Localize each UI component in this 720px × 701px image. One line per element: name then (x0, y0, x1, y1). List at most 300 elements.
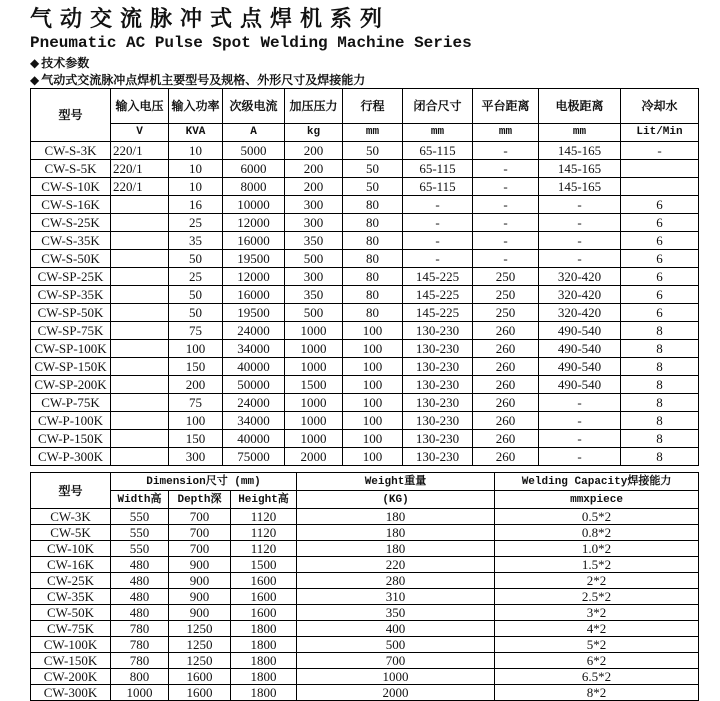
header-weight: Weight重量 (297, 473, 495, 491)
value-cell: 1800 (231, 669, 297, 685)
value-cell (111, 196, 169, 214)
value-cell: 50000 (223, 376, 285, 394)
value-cell: 145-165 (539, 178, 621, 196)
value-cell: 6 (621, 214, 699, 232)
table-row (31, 268, 699, 286)
table-row (31, 250, 699, 268)
table-row (31, 214, 699, 232)
weight-unit: (KG) (297, 491, 495, 509)
value-cell: 260 (473, 322, 539, 340)
value-cell: 490-540 (539, 340, 621, 358)
value-cell: - (403, 196, 473, 214)
value-cell: 10000 (223, 196, 285, 214)
value-cell: 75000 (223, 448, 285, 466)
table-row (31, 412, 699, 430)
header-closed-size: 闭合尺寸 (403, 89, 473, 124)
value-cell: 400 (297, 621, 495, 637)
value-cell: 1.5*2 (495, 557, 699, 573)
table-row (31, 394, 699, 412)
value-cell: 180 (297, 541, 495, 557)
header-platform-distance: 平台距离 (473, 89, 539, 124)
value-cell: 130-230 (403, 376, 473, 394)
table-row (31, 448, 699, 466)
unit-cell: A (223, 124, 285, 142)
value-cell: 130-230 (403, 322, 473, 340)
value-cell: 320-420 (539, 286, 621, 304)
value-cell: 1600 (169, 669, 231, 685)
value-cell: 350 (285, 232, 343, 250)
value-cell: 24000 (223, 394, 285, 412)
value-cell: 300 (285, 268, 343, 286)
table-row (31, 322, 699, 340)
value-cell: 12000 (223, 268, 285, 286)
value-cell: 16000 (223, 232, 285, 250)
value-cell: 480 (111, 589, 169, 605)
value-cell: 80 (343, 214, 403, 232)
value-cell: 10 (169, 160, 223, 178)
value-cell: 19500 (223, 250, 285, 268)
table-row (31, 525, 699, 541)
table-row (31, 178, 699, 196)
value-cell: 5*2 (495, 637, 699, 653)
value-cell: 80 (343, 304, 403, 322)
value-cell: 200 (285, 160, 343, 178)
value-cell: 6 (621, 250, 699, 268)
value-cell: 8 (621, 412, 699, 430)
value-cell: 1000 (285, 430, 343, 448)
unit-cell: mm (403, 124, 473, 142)
value-cell: 1800 (231, 621, 297, 637)
value-cell: 130-230 (403, 412, 473, 430)
model-cell: CW-SP-200K (31, 376, 111, 394)
value-cell: - (473, 232, 539, 250)
value-cell: 80 (343, 232, 403, 250)
value-cell: 8000 (223, 178, 285, 196)
value-cell: 900 (169, 557, 231, 573)
value-cell: 6000 (223, 160, 285, 178)
section-tech-params (30, 54, 89, 71)
value-cell: - (403, 232, 473, 250)
value-cell: 1600 (231, 605, 297, 621)
value-cell: 75 (169, 394, 223, 412)
value-cell: 40000 (223, 430, 285, 448)
value-cell: 1000 (111, 685, 169, 701)
value-cell: 1600 (231, 589, 297, 605)
value-cell: 200 (285, 178, 343, 196)
value-cell: 500 (285, 250, 343, 268)
value-cell (111, 322, 169, 340)
table-row (31, 232, 699, 250)
value-cell: 10 (169, 178, 223, 196)
value-cell (111, 430, 169, 448)
value-cell: 490-540 (539, 322, 621, 340)
value-cell: 8 (621, 430, 699, 448)
value-cell: 6 (621, 232, 699, 250)
value-cell: 250 (473, 286, 539, 304)
value-cell: 80 (343, 286, 403, 304)
value-cell: 1120 (231, 525, 297, 541)
value-cell: 25 (169, 268, 223, 286)
value-cell: 220/1 (111, 142, 169, 160)
value-cell: 5000 (223, 142, 285, 160)
value-cell: 100 (343, 394, 403, 412)
value-cell: 130-230 (403, 430, 473, 448)
value-cell: 19500 (223, 304, 285, 322)
value-cell: 500 (297, 637, 495, 653)
value-cell: 50 (343, 142, 403, 160)
value-cell: 1000 (285, 340, 343, 358)
model-cell: CW-S-5K (31, 160, 111, 178)
value-cell: 4*2 (495, 621, 699, 637)
value-cell: 260 (473, 412, 539, 430)
value-cell: 1800 (231, 637, 297, 653)
value-cell: 6*2 (495, 653, 699, 669)
table-row (31, 589, 699, 605)
table-row (31, 160, 699, 178)
unit-cell: mm (473, 124, 539, 142)
value-cell: 65-115 (403, 178, 473, 196)
value-cell: 100 (343, 358, 403, 376)
value-cell: - (539, 394, 621, 412)
value-cell: 220/1 (111, 178, 169, 196)
table-row (31, 340, 699, 358)
value-cell: 310 (297, 589, 495, 605)
page-title-cn: 气动交流脉冲式点焊机系列 (30, 7, 391, 32)
model-cell: CW-SP-150K (31, 358, 111, 376)
section-label: 技术参数 (41, 56, 90, 70)
value-cell: - (403, 214, 473, 232)
value-cell: 300 (285, 214, 343, 232)
table-row (31, 557, 699, 573)
model-cell: CW-5K (31, 525, 111, 541)
value-cell: 300 (169, 448, 223, 466)
model-cell: CW-100K (31, 637, 111, 653)
value-cell: 260 (473, 376, 539, 394)
value-cell: 6 (621, 304, 699, 322)
value-cell: 50 (169, 304, 223, 322)
value-cell: 65-115 (403, 160, 473, 178)
header-dimension: Dimension尺寸 (mm) (111, 473, 297, 491)
value-cell: 75 (169, 322, 223, 340)
header-electrode-distance: 电极距离 (539, 89, 621, 124)
value-cell: 700 (169, 541, 231, 557)
value-cell: 780 (111, 653, 169, 669)
value-cell: 1000 (285, 412, 343, 430)
value-cell: - (539, 412, 621, 430)
value-cell: 1600 (231, 573, 297, 589)
value-cell: - (539, 430, 621, 448)
value-cell: 260 (473, 430, 539, 448)
value-cell: 80 (343, 196, 403, 214)
value-cell: 34000 (223, 412, 285, 430)
value-cell: 100 (343, 412, 403, 430)
model-cell: CW-P-150K (31, 430, 111, 448)
table-row (31, 304, 699, 322)
value-cell (111, 448, 169, 466)
value-cell: 80 (343, 268, 403, 286)
dimension-table (30, 472, 699, 701)
value-cell: 700 (169, 509, 231, 525)
header-input-voltage: 输入电压 (111, 89, 169, 124)
value-cell: 8 (621, 448, 699, 466)
unit-cell: KVA (169, 124, 223, 142)
value-cell: - (539, 196, 621, 214)
value-cell: 1250 (169, 653, 231, 669)
page-title-en: Pneumatic AC Pulse Spot Welding Machine Series (30, 34, 472, 52)
value-cell: 6 (621, 268, 699, 286)
value-cell: 100 (343, 430, 403, 448)
value-cell: 0.5*2 (495, 509, 699, 525)
value-cell: 300 (285, 196, 343, 214)
value-cell: 700 (169, 525, 231, 541)
value-cell: 50 (169, 286, 223, 304)
value-cell: 145-165 (539, 160, 621, 178)
value-cell: - (403, 250, 473, 268)
value-cell: - (473, 160, 539, 178)
table-row (31, 430, 699, 448)
value-cell: 100 (343, 322, 403, 340)
header-input-power: 输入功率 (169, 89, 223, 124)
model-cell: CW-35K (31, 589, 111, 605)
table-row (31, 376, 699, 394)
value-cell: 150 (169, 430, 223, 448)
value-cell: 320-420 (539, 268, 621, 286)
value-cell: 1800 (231, 685, 297, 701)
value-cell: 280 (297, 573, 495, 589)
diamond-bullet-icon: ◆ (30, 56, 40, 70)
value-cell: 8 (621, 322, 699, 340)
model-cell: CW-P-75K (31, 394, 111, 412)
value-cell: 130-230 (403, 340, 473, 358)
value-cell: 150 (169, 358, 223, 376)
value-cell: 40000 (223, 358, 285, 376)
value-cell: 24000 (223, 322, 285, 340)
table-row (31, 637, 699, 653)
value-cell: 0.8*2 (495, 525, 699, 541)
value-cell: 145-225 (403, 268, 473, 286)
value-cell: 250 (473, 304, 539, 322)
spec-table (30, 88, 699, 466)
value-cell: 1120 (231, 541, 297, 557)
value-cell: 800 (111, 669, 169, 685)
value-cell: 700 (297, 653, 495, 669)
value-cell: 145-225 (403, 286, 473, 304)
value-cell (621, 178, 699, 196)
value-cell: 1000 (285, 394, 343, 412)
value-cell (111, 376, 169, 394)
model-cell: CW-S-25K (31, 214, 111, 232)
value-cell: 200 (169, 376, 223, 394)
value-cell (111, 340, 169, 358)
model-cell: CW-SP-75K (31, 322, 111, 340)
value-cell: - (473, 142, 539, 160)
value-cell: 1000 (285, 358, 343, 376)
value-cell: 130-230 (403, 448, 473, 466)
value-cell: 220/1 (111, 160, 169, 178)
model-cell: CW-150K (31, 653, 111, 669)
value-cell: 80 (343, 250, 403, 268)
header-model: 型号 (31, 473, 111, 509)
value-cell: - (539, 214, 621, 232)
value-cell: 250 (473, 268, 539, 286)
value-cell: - (539, 232, 621, 250)
value-cell: 16000 (223, 286, 285, 304)
value-cell (111, 286, 169, 304)
value-cell: 1500 (285, 376, 343, 394)
value-cell: 34000 (223, 340, 285, 358)
value-cell: - (473, 214, 539, 232)
value-cell: 130-230 (403, 358, 473, 376)
table-row (31, 358, 699, 376)
value-cell: - (473, 196, 539, 214)
value-cell: 320-420 (539, 304, 621, 322)
value-cell: 1600 (169, 685, 231, 701)
model-cell: CW-300K (31, 685, 111, 701)
value-cell (111, 394, 169, 412)
value-cell: - (473, 250, 539, 268)
value-cell: 1250 (169, 621, 231, 637)
value-cell: 900 (169, 589, 231, 605)
table-row (31, 142, 699, 160)
value-cell (621, 160, 699, 178)
value-cell: 550 (111, 541, 169, 557)
value-cell: 480 (111, 557, 169, 573)
value-cell (111, 358, 169, 376)
value-cell: 1500 (231, 557, 297, 573)
value-cell: 8 (621, 376, 699, 394)
model-cell: CW-S-35K (31, 232, 111, 250)
value-cell (111, 268, 169, 286)
value-cell: 145-225 (403, 304, 473, 322)
unit-cell: kg (285, 124, 343, 142)
value-cell: 780 (111, 621, 169, 637)
value-cell: 2*2 (495, 573, 699, 589)
value-cell: 10 (169, 142, 223, 160)
value-cell: 100 (343, 448, 403, 466)
value-cell: - (621, 142, 699, 160)
value-cell: 50 (343, 178, 403, 196)
value-cell: 550 (111, 525, 169, 541)
value-cell: 6 (621, 196, 699, 214)
model-cell: CW-S-16K (31, 196, 111, 214)
unit-cell: Lit/Min (621, 124, 699, 142)
value-cell: 35 (169, 232, 223, 250)
model-cell: CW-200K (31, 669, 111, 685)
value-cell: 8 (621, 340, 699, 358)
header-secondary-current: 次级电流 (223, 89, 285, 124)
value-cell: 500 (285, 304, 343, 322)
model-cell: CW-P-300K (31, 448, 111, 466)
table-row (31, 541, 699, 557)
model-cell: CW-16K (31, 557, 111, 573)
value-cell: 1000 (297, 669, 495, 685)
value-cell: 100 (169, 340, 223, 358)
value-cell: 180 (297, 525, 495, 541)
value-cell: 2.5*2 (495, 589, 699, 605)
model-cell: CW-75K (31, 621, 111, 637)
header-width: Width高 (111, 491, 169, 509)
unit-cell: V (111, 124, 169, 142)
table-row (31, 509, 699, 525)
model-cell: CW-P-100K (31, 412, 111, 430)
value-cell (111, 214, 169, 232)
value-cell: 100 (343, 340, 403, 358)
value-cell: 900 (169, 573, 231, 589)
table-row (31, 621, 699, 637)
value-cell: - (473, 178, 539, 196)
header-depth: Depth深 (169, 491, 231, 509)
value-cell: 3*2 (495, 605, 699, 621)
value-cell: 16 (169, 196, 223, 214)
value-cell: 50 (169, 250, 223, 268)
value-cell: 220 (297, 557, 495, 573)
table-row (31, 653, 699, 669)
model-cell: CW-10K (31, 541, 111, 557)
value-cell: 200 (285, 142, 343, 160)
value-cell: 6.5*2 (495, 669, 699, 685)
value-cell: 8 (621, 394, 699, 412)
model-cell: CW-3K (31, 509, 111, 525)
value-cell: 12000 (223, 214, 285, 232)
value-cell: 145-165 (539, 142, 621, 160)
value-cell: - (539, 448, 621, 466)
value-cell: 130-230 (403, 394, 473, 412)
header-welding-capacity: Welding Capacity焊接能力 (495, 473, 699, 491)
section-models-spec (30, 71, 365, 88)
value-cell: 550 (111, 509, 169, 525)
header-model: 型号 (31, 89, 111, 142)
value-cell: 2000 (297, 685, 495, 701)
model-cell: CW-S-50K (31, 250, 111, 268)
value-cell (111, 250, 169, 268)
value-cell: 480 (111, 605, 169, 621)
header-pressure: 加压压力 (285, 89, 343, 124)
table-row (31, 605, 699, 621)
value-cell (111, 232, 169, 250)
value-cell: 1000 (285, 322, 343, 340)
model-cell: CW-50K (31, 605, 111, 621)
value-cell: 8 (621, 358, 699, 376)
value-cell: 100 (343, 376, 403, 394)
value-cell: 260 (473, 358, 539, 376)
model-cell: CW-25K (31, 573, 111, 589)
table-row (31, 669, 699, 685)
value-cell: 180 (297, 509, 495, 525)
value-cell: 350 (285, 286, 343, 304)
value-cell: 1250 (169, 637, 231, 653)
model-cell: CW-S-10K (31, 178, 111, 196)
value-cell: 490-540 (539, 376, 621, 394)
model-cell: CW-SP-25K (31, 268, 111, 286)
value-cell: 260 (473, 394, 539, 412)
value-cell: 8*2 (495, 685, 699, 701)
unit-cell: mm (539, 124, 621, 142)
value-cell (111, 304, 169, 322)
unit-cell: mm (343, 124, 403, 142)
value-cell: - (539, 250, 621, 268)
value-cell: 6 (621, 286, 699, 304)
value-cell: 25 (169, 214, 223, 232)
model-cell: CW-S-3K (31, 142, 111, 160)
model-cell: CW-SP-50K (31, 304, 111, 322)
value-cell: 50 (343, 160, 403, 178)
diamond-bullet-icon: ◆ (30, 73, 40, 87)
value-cell: 900 (169, 605, 231, 621)
value-cell: 480 (111, 573, 169, 589)
value-cell: 490-540 (539, 358, 621, 376)
value-cell: 260 (473, 340, 539, 358)
table-row (31, 573, 699, 589)
